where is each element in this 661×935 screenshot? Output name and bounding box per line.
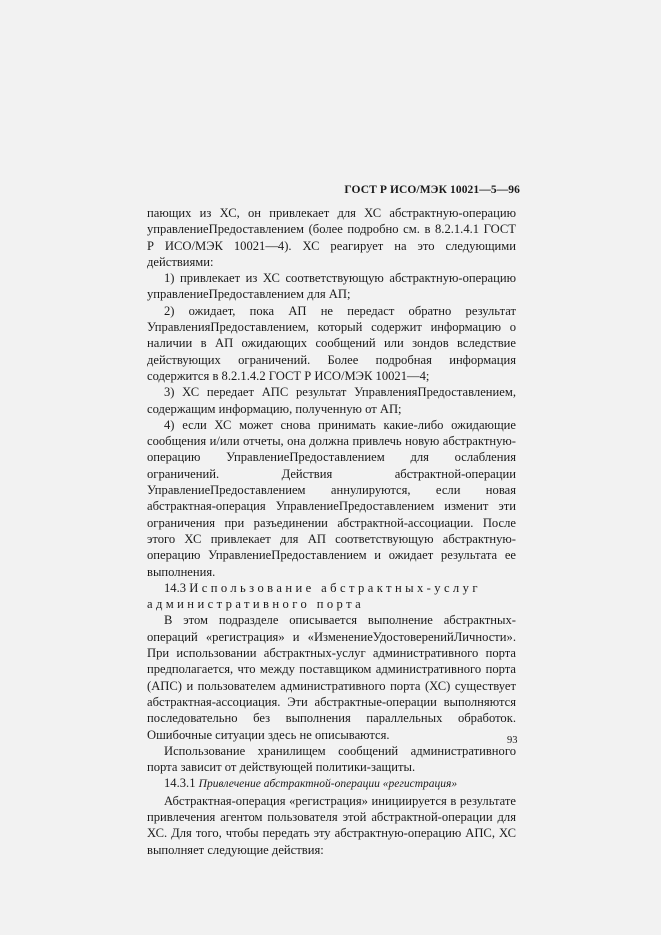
paragraph: пающих из ХС, он привлекает для ХС абстрактную-операцию управлениеПредоставлением (более подробно см. в 8.2.1.4.1 ГОСТ Р ИСО/МЭК 10021—4). ХС реагирует на это следующими действиями: <box>147 206 516 269</box>
document-header: ГОСТ Р ИСО/МЭК 10021—5—96 <box>344 184 520 196</box>
page-number: 93 <box>507 735 518 746</box>
paragraph: Абстрактная-операция «регистрация» инициируется в результате привлечения агентом пользователя этой абстрактной-операции для ХС. Для того, чтобы передать эту абстрактную-операцию АПС, ХС выполняет следующие действия: <box>147 793 516 857</box>
document-body <box>147 205 516 858</box>
section-title: Использование абстрактных-услуг административного порта <box>147 580 481 612</box>
list-item: 2) ожидает, пока АП не передаст обратно результат УправленияПредоставлением, который содержит информацию о наличии в АП ожидающих сообщений или зондов вследствие действующих ограничений. Более подробная информация содержится в 8.2.1.4.2 ГОСТ Р ИСО/МЭК 10021—4; <box>147 303 516 383</box>
paragraph: В этом подразделе описывается выполнение абстрактных-операций «регистрация» и «ИзменениеУдостоверенийЛичности». При использовании абстрактных-услуг административного порта предполагается, что между поставщиком административного порта (АПС) и пользователем административного порта (ХС) существует абстрактная-ассоциация. Эти абстрактные-операции выполняются последовательно без выполнения параллельных обработок. Ошибочные ситуации здесь не описываются. <box>147 613 516 742</box>
subsection-title: Привлечение абстрактной-операции «регистрация» <box>198 778 458 791</box>
list-item: 1) привлекает из ХС соответствующую абстрактную-операцию управлениеПредоставлением для АП; <box>147 271 516 302</box>
subsection-number: 14.3.1 <box>164 776 196 791</box>
list-item: 3) ХС передает АПС результат УправленияПредоставлением, содержащим информацию, полученную от АП; <box>147 385 516 416</box>
list-item: 4) если ХС может снова принимать какие-либо ожидающие сообщения и/или отчеты, она должна привлечь новую абстрактную-операцию УправлениеПредоставлением для ослабления ограничений. Действия абстрактной-операции УправлениеПредоставлением аннулируются, если новая абстрактная-операция УправлениеПредоставлением изменит эти ограничения при разъединении абстрактной-ассоциации. После этого ХС привлекает для АП соответствующую абстрактную-операцию УправлениеПредоставлением и ожидает результата ее выполнения. <box>147 417 516 579</box>
section-number: 14.3 <box>164 580 187 595</box>
section-heading <box>147 580 516 613</box>
paragraph: Использование хранилищем сообщений административного порта зависит от действующей политики-защиты. <box>147 743 516 775</box>
subsection-heading <box>147 775 516 792</box>
